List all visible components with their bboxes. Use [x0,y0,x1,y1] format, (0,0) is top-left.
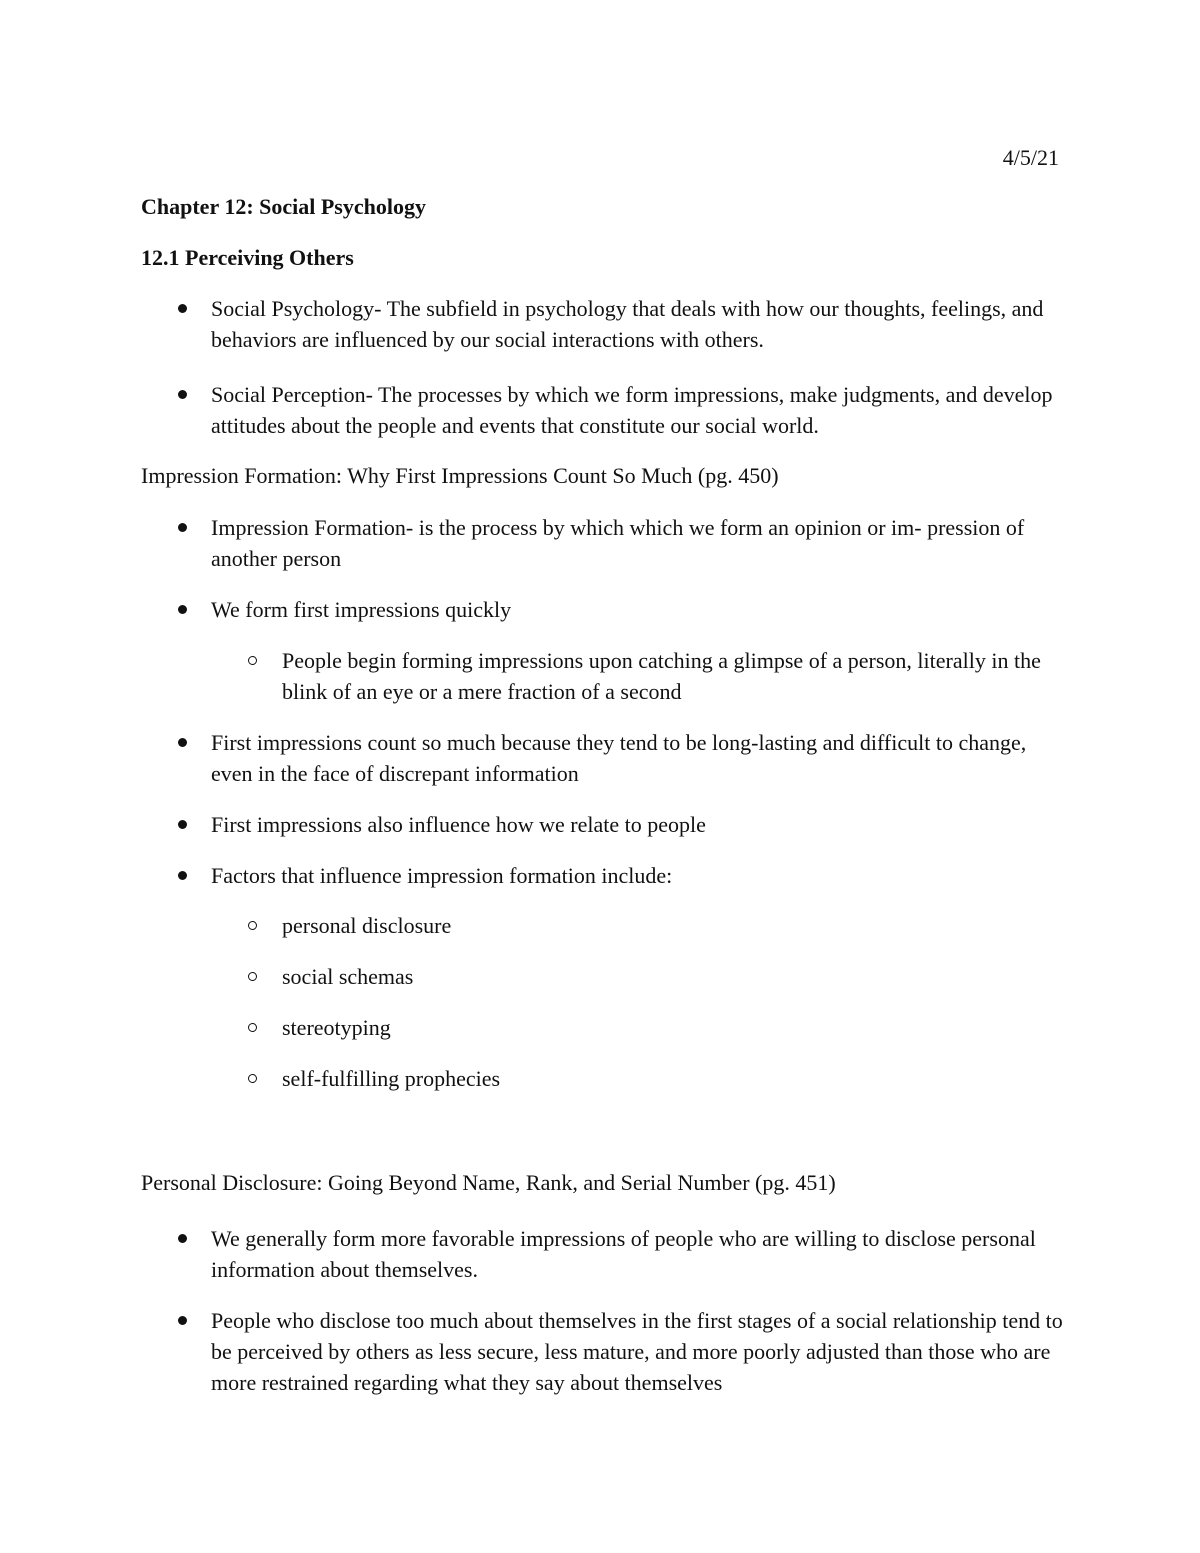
bullet-disc-icon [178,1234,187,1243]
bullet-text: Factors that influence impression formation include: [211,863,673,888]
section-title: 12.1 Perceiving Others [141,245,354,270]
chapter-title: Chapter 12: Social Psychology [141,194,426,219]
bullet-text: First impressions also influence how we relate to people [211,812,706,837]
bullet-item [211,1223,1071,1285]
sub-bullet-item [282,1063,1062,1094]
subsection-heading: Personal Disclosure: Going Beyond Name, Rank, and Serial Number (pg. 451) [141,1170,836,1195]
bullet-circle-icon [248,972,257,981]
bullet-disc-icon [178,1316,187,1325]
sub-bullet-item [282,1012,1062,1043]
subsection-heading: Impression Formation: Why First Impressions Count So Much (pg. 450) [141,463,779,488]
bullet-circle-icon [248,921,257,930]
bullet-disc-icon [178,738,187,747]
bullet-item [211,594,1071,625]
bullet-circle-icon [248,1023,257,1032]
bullet-text: Social Perception- The processes by which we form impressions, make judgments, and develop attitudes about the people and events that constitute our social world. [211,382,1053,438]
sub-bullet-text: social schemas [282,964,414,989]
sub-bullet-text: People begin forming impressions upon catching a glimpse of a person, literally in the blink of an eye or a mere fraction of a second [282,648,1041,704]
sub-bullet-text: personal disclosure [282,913,452,938]
bullet-text: We form first impressions quickly [211,597,512,622]
bullet-text: We generally form more favorable impressions of people who are willing to disclose personal information about themselves. [211,1226,1036,1282]
bullet-disc-icon [178,523,187,532]
bullet-item [211,293,1071,355]
bullet-item [211,512,1071,574]
bullet-item [211,379,1071,441]
sub-bullet-text: self-fulfilling prophecies [282,1066,501,1091]
bullet-item [211,727,1071,789]
bullet-text: Impression Formation- is the process by which which we form an opinion or im- pression of another person [211,515,1025,571]
bullet-disc-icon [178,605,187,614]
bullet-disc-icon [178,390,187,399]
bullet-text: Social Psychology- The subfield in psychology that deals with how our thoughts, feelings, and behaviors are influenced by our social interactions with others. [211,296,1044,352]
bullet-disc-icon [178,820,187,829]
bullet-item [211,809,1071,840]
bullet-item [211,860,1071,891]
sub-bullet-item [282,961,1062,992]
bullet-item [211,1305,1071,1398]
sub-bullet-item [282,910,1062,941]
bullet-disc-icon [178,871,187,880]
bullet-circle-icon [248,656,257,665]
bullet-text: People who disclose too much about themselves in the first stages of a social relationship tend to be perceived by others as less secure, less mature, and more poorly adjusted than those who are more restrained regarding what they say about themselves [211,1308,1063,1395]
bullet-circle-icon [248,1074,257,1083]
sub-bullet-item [282,645,1062,707]
sub-bullet-text: stereotyping [282,1015,391,1040]
bullet-disc-icon [178,304,187,313]
bullet-text: First impressions count so much because they tend to be long-lasting and difficult to change, even in the face of discrepant information [211,730,1027,786]
document-date: 4/5/21 [1002,145,1059,170]
